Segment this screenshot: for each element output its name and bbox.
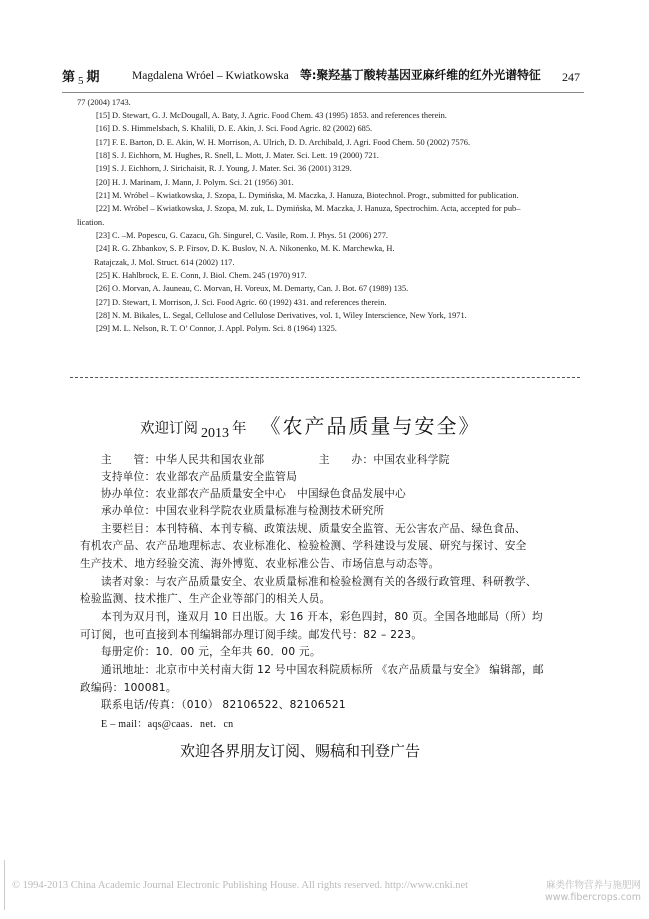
reference-item: [19] S. J. Eichhorn, J. Sirichaisit, R. J. Young, J. Mater. Sci. 36 (2001) 3129. <box>96 164 352 173</box>
section-divider <box>70 377 580 378</box>
journal-name: 《农产品质量与安全》 <box>260 414 481 438</box>
reference-item: [29] M. L. Nelson, R. T. O’ Connor, J. Appl. Polym. Sci. 8 (1964) 1325. <box>96 324 337 333</box>
notice-line-organizer: 承办单位：中国农业科学院农业质量标准与检测技术研究所 <box>101 505 385 517</box>
reference-continuation: 77 (2004) 1743. <box>77 98 131 107</box>
reference-item: [25] K. Hahlbrock, E. E. Conn, J. Biol. Chem. 245 (1970) 917. <box>96 271 307 280</box>
notice-line-price: 每册定价：10．00 元，全年共 60．00 元。 <box>101 646 321 658</box>
issue-suffix: 期 <box>86 70 100 85</box>
notice-line-sponsor: 主 管：中华人民共和国农业部 主 办：中国农业科学院 <box>101 454 450 466</box>
reference-item: [16] D. S. Himmelsbach, S. Khalili, D. E. Akin, J. Sci. Food Agric. 82 (2002) 685. <box>96 124 373 133</box>
header-rule <box>62 92 584 93</box>
reference-item: [17] F. E. Barton, D. E. Akin, W. H. Morrison, A. Ulrich, D. D. Archibald, J. Agri. Food Chem. 50 (2002) 7576. <box>96 138 471 147</box>
reference-item: [24] R. G. Zhbankov, S. P. Firsov, D. K. Buslov, N. A. Nikonenko, M. K. Marchewka, H. <box>96 244 395 253</box>
issue-number: 5 <box>78 75 84 87</box>
reference-item: [23] C. –M. Popescu, G. Cazacu, Gh. Singurel, C. Vasile, Rom. J. Phys. 51 (2006) 277. <box>96 231 389 240</box>
watermark-title: 麻类作物营养与施肥网 <box>545 880 641 891</box>
watermark <box>545 880 641 904</box>
notice-line-publication: 本刊为双月刊，逢双月 10 日出版。大 16 开本，彩色四封，80 页。全国各地邮局（所）均 <box>101 611 543 623</box>
reference-item: [22] M. Wróbel – Kwiatkowska, J. Szopa, M. zuk, L. Dymińska, M. Maczka, J. Hanuza, Spectrochim. Acta, accepted for pub– <box>96 204 521 213</box>
notice-line-columns-cont: 生产技术、地方经验交流、海外博览、农业标准公告、市场信息与动态等。 <box>80 558 440 570</box>
issue-label <box>62 66 100 87</box>
reference-item: [27] D. Stewart, I. Morrison, J. Sci. Food Agric. 60 (1992) 431. and references therein. <box>96 298 387 307</box>
scan-edge <box>4 860 5 910</box>
notice-line-publication-cont: 可订阅，也可直接到本刊编辑部办理订阅手续。邮发代号：82 – 223。 <box>80 629 423 641</box>
reference-item: [18] S. J. Eichhorn, M. Hughes, R. Snell, L. Mott, J. Mater. Sci. Lett. 19 (2000) 721. <box>96 151 379 160</box>
title-year-suffix: 年 <box>232 421 247 437</box>
notice-line-readers-cont: 检验监测、技术推广、生产企业等部门的相关人员。 <box>80 593 331 605</box>
reference-item: [26] O. Morvan, A. Jauneau, C. Morvan, H. Voreux, M. Demarty, Can. J. Bot. 67 (1989) 135. <box>96 284 409 293</box>
reference-item: [28] N. M. Bikales, L. Segal, Cellulose and Cellulose Derivatives, vol. 1, Wiley Interscience, New York, 1971. <box>96 311 467 320</box>
title-prefix: 欢迎订阅 <box>140 421 198 437</box>
reference-item: [21] M. Wróbel – Kwiatkowska, J. Szopa, L. Dymińska, M. Maczka, J. Hanuza, Biotechnol. Progr., submitted for publication. <box>96 191 519 200</box>
running-head-title: 等:聚羟基丁酸转基因亚麻纤维的红外光谱特征 <box>300 68 541 82</box>
reference-item: [20] H. J. Marinam, J. Mann, J. Polym. Sci. 21 (1956) 301. <box>96 178 294 187</box>
reference-item: [15] D. Stewart, G. J. McDougall, A. Baty, J. Agric. Food Chem. 43 (1995) 1853. and references therein. <box>96 111 447 120</box>
notice-line-phone: 联系电话/传真：（010） 82106522、82106521 <box>101 699 346 711</box>
notice-line-readers: 读者对象：与农产品质量安全、农业质量标准和检验检测有关的各级行政管理、科研教学、 <box>101 576 537 588</box>
watermark-url: www.fibercrops.com <box>544 892 641 903</box>
notice-line-address: 通讯地址：北京市中关村南大街 12 号中国农科院质标所 《农产品质量与安全》 编辑部，邮 <box>101 664 544 676</box>
notice-line-email: E – mail：aqs@caas．net．cn <box>101 719 234 730</box>
notice-line-postcode: 政编码：100081。 <box>80 682 177 694</box>
notice-slogan: 欢迎各界朋友订阅、赐稿和刊登广告 <box>180 742 421 760</box>
notice-line-columns: 主要栏目：本刊特稿、本刊专稿、政策法规、质量安全监管、无公害农产品、绿色食品、 <box>101 523 526 535</box>
title-year: 2013 <box>201 426 229 441</box>
issue-prefix: 第 <box>62 70 76 85</box>
notice-title <box>140 410 481 442</box>
running-head-author: Magdalena Wróel – Kwiatkowska <box>132 70 289 82</box>
copyright-footer: © 1994-2013 China Academic Journal Electronic Publishing House. All rights reserved. http://www.cnki.net <box>12 880 469 891</box>
reference-continuation: Ratajczak, J. Mol. Struct. 614 (2002) 117. <box>94 258 235 267</box>
reference-continuation: lication. <box>77 218 105 227</box>
notice-line-co-organizer: 协办单位：农业部农产品质量安全中心 中国绿色食品发展中心 <box>101 488 407 500</box>
notice-line-columns-cont: 有机农产品、农产品地理标志、农业标准化、检验检测、学科建设与发展、研究与探讨、安全 <box>80 540 527 552</box>
page-number: 247 <box>562 70 580 84</box>
notice-line-support: 支持单位：农业部农产品质量安全监管局 <box>101 471 298 483</box>
